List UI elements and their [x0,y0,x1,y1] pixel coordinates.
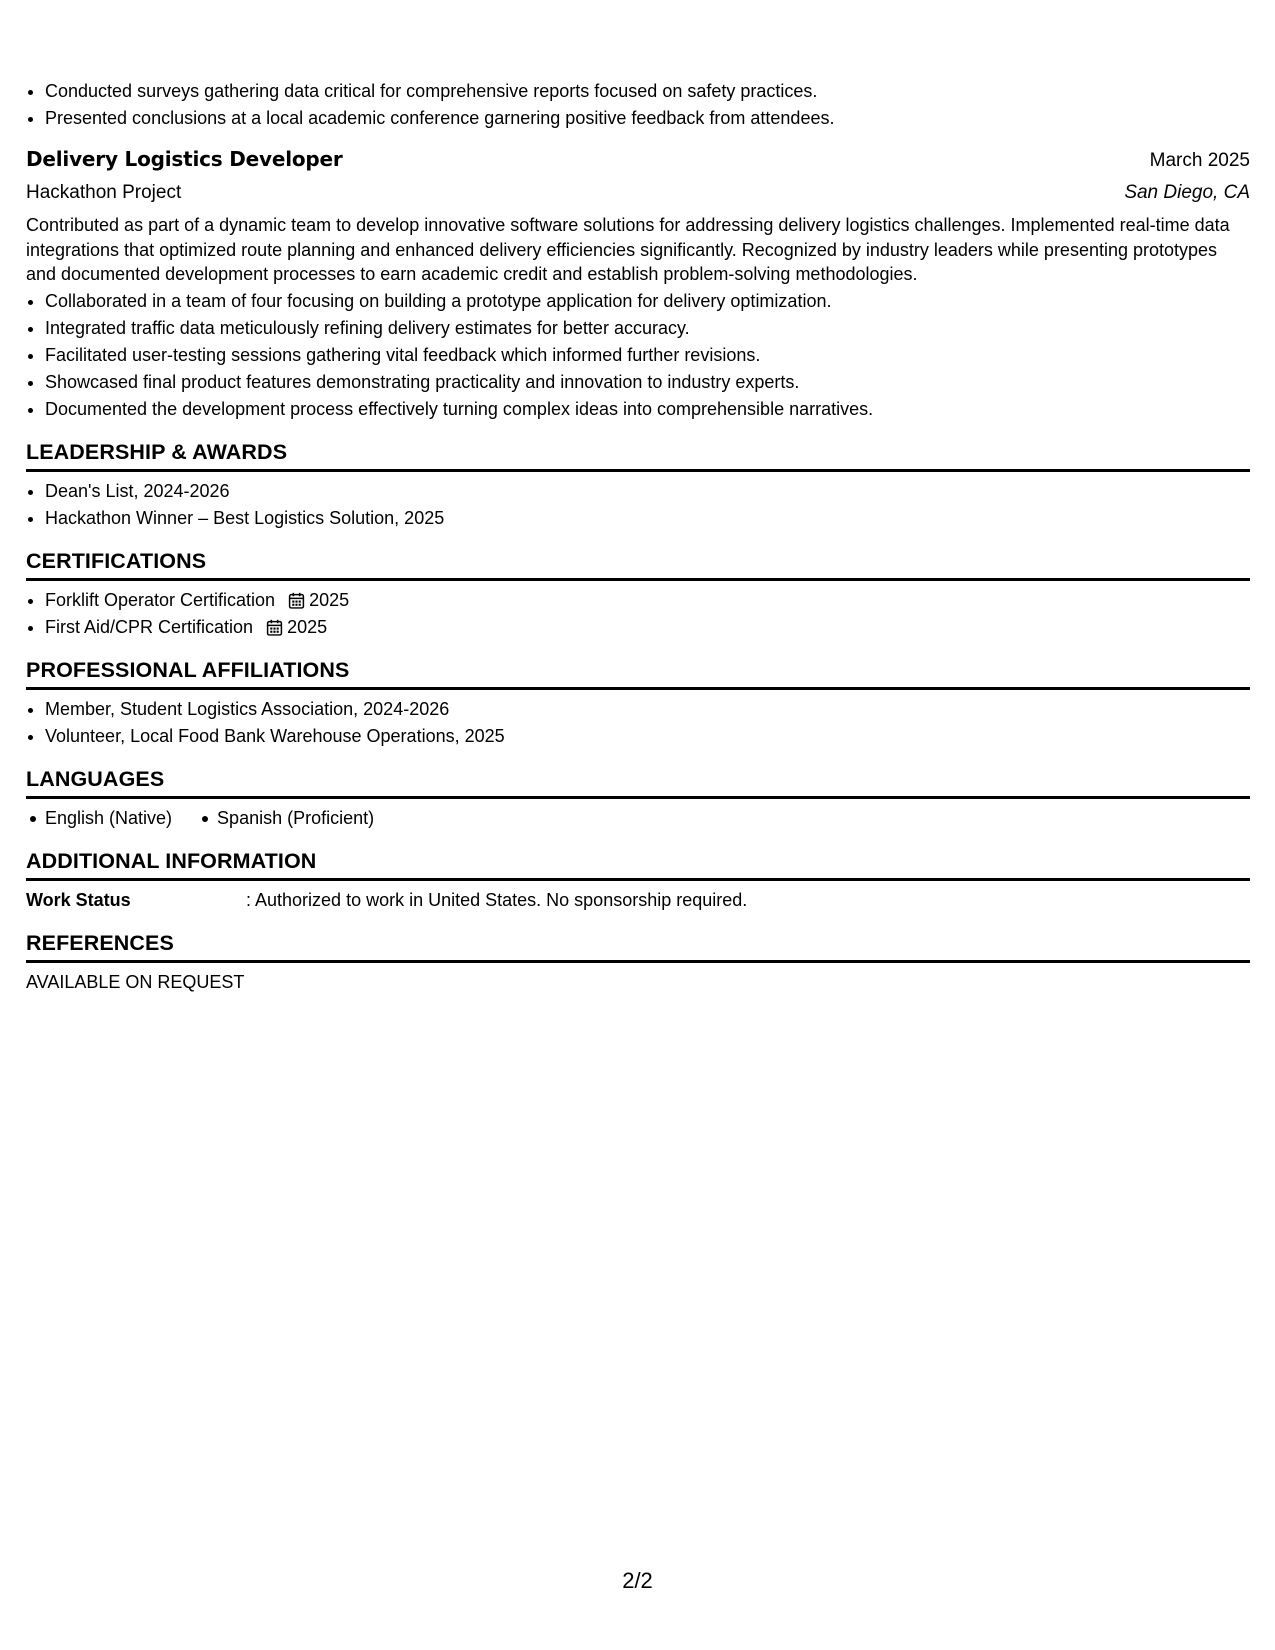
job-header [26,143,1250,177]
resume-page [26,78,1250,996]
work-status-label: Work Status [26,889,131,910]
section-divider [26,878,1250,881]
section-divider [26,469,1250,472]
certification-year: 2025 [309,589,350,610]
references-text: AVAILABLE ON REQUEST [26,971,245,992]
section-additional-information [26,846,1250,914]
list-item: English (Native) [26,805,172,832]
affiliations-list [26,696,1250,750]
previous-job-bullets [26,78,1250,132]
section-certifications [26,546,1250,641]
job-bullets [26,288,1250,423]
certification-name: Forklift Operator Certification [45,589,276,610]
leadership-list [26,478,1250,532]
list-item [45,614,1250,641]
section-leadership [26,437,1250,532]
list-item: • Integrated traffic data meticulously refining delivery estimates for better accuracy. [45,315,1250,342]
certifications-list [26,587,1250,641]
section-heading: CERTIFICATIONS [26,548,207,573]
certification-year: 2025 [287,616,328,637]
certification-name: First Aid/CPR Certification [45,616,254,637]
list-item: • Conducted surveys gathering data critical for comprehensive reports focused on safety practices. [45,78,1250,105]
list-item: • Documented the development process effectively turning complex ideas into comprehensible narratives. [45,396,1250,423]
section-languages [26,764,1250,832]
list-item: • Showcased final product features demonstrating practicality and innovation to industry experts. [45,369,1250,396]
section-divider [26,960,1250,963]
list-item: • Facilitated user-testing sessions gathering vital feedback which informed further revisions. [45,342,1250,369]
list-item: • Presented conclusions at a local academic conference garnering positive feedback from attendees. [45,105,1250,132]
section-heading: LEADERSHIP & AWARDS [26,439,288,464]
section-heading: REFERENCES [26,930,174,955]
section-divider [26,578,1250,581]
languages-list [26,805,1250,832]
job-subheader [26,177,1250,209]
list-item: • Member, Student Logistics Association, 2024-2026 [45,696,1250,723]
job-entry [26,143,1250,423]
section-heading: PROFESSIONAL AFFILIATIONS [26,657,350,682]
list-item [45,587,1250,614]
section-divider [26,687,1250,690]
section-divider [26,796,1250,799]
job-description: Contributed as part of a dynamic team to develop innovative software solutions for addressing delivery logistics challenges. Implemented real-time data integrations that optimized route planning and enhanced delivery efficiencies significantly. Recognized by industry leaders while presenting prototypes and documented development processes to earn academic credit and establish problem-solving methodologies. [26,215,1230,284]
section-affiliations [26,655,1250,750]
list-item: • Volunteer, Local Food Bank Warehouse Operations, 2025 [45,723,1250,750]
calendar-icon [288,592,305,609]
section-heading: ADDITIONAL INFORMATION [26,848,317,873]
list-item: Spanish (Proficient) [198,805,374,832]
job-title: Delivery Logistics Developer [26,147,343,171]
job-organization: Hackathon Project [26,182,182,203]
job-date: March 2025 [1149,150,1250,171]
page-number: 2/2 [622,1568,653,1593]
calendar-icon [266,619,283,636]
section-heading: LANGUAGES [26,766,165,791]
list-item: • Dean's List, 2024-2026 [45,478,1250,505]
section-references [26,928,1250,996]
work-status-row [26,887,1250,914]
list-item: • Collaborated in a team of four focusing on building a prototype application for delivery optimization. [45,288,1250,315]
list-item: • Hackathon Winner – Best Logistics Solution, 2025 [45,505,1250,532]
job-location: San Diego, CA [1124,182,1250,203]
work-status-value: : Authorized to work in United States. No sponsorship required. [246,889,748,910]
